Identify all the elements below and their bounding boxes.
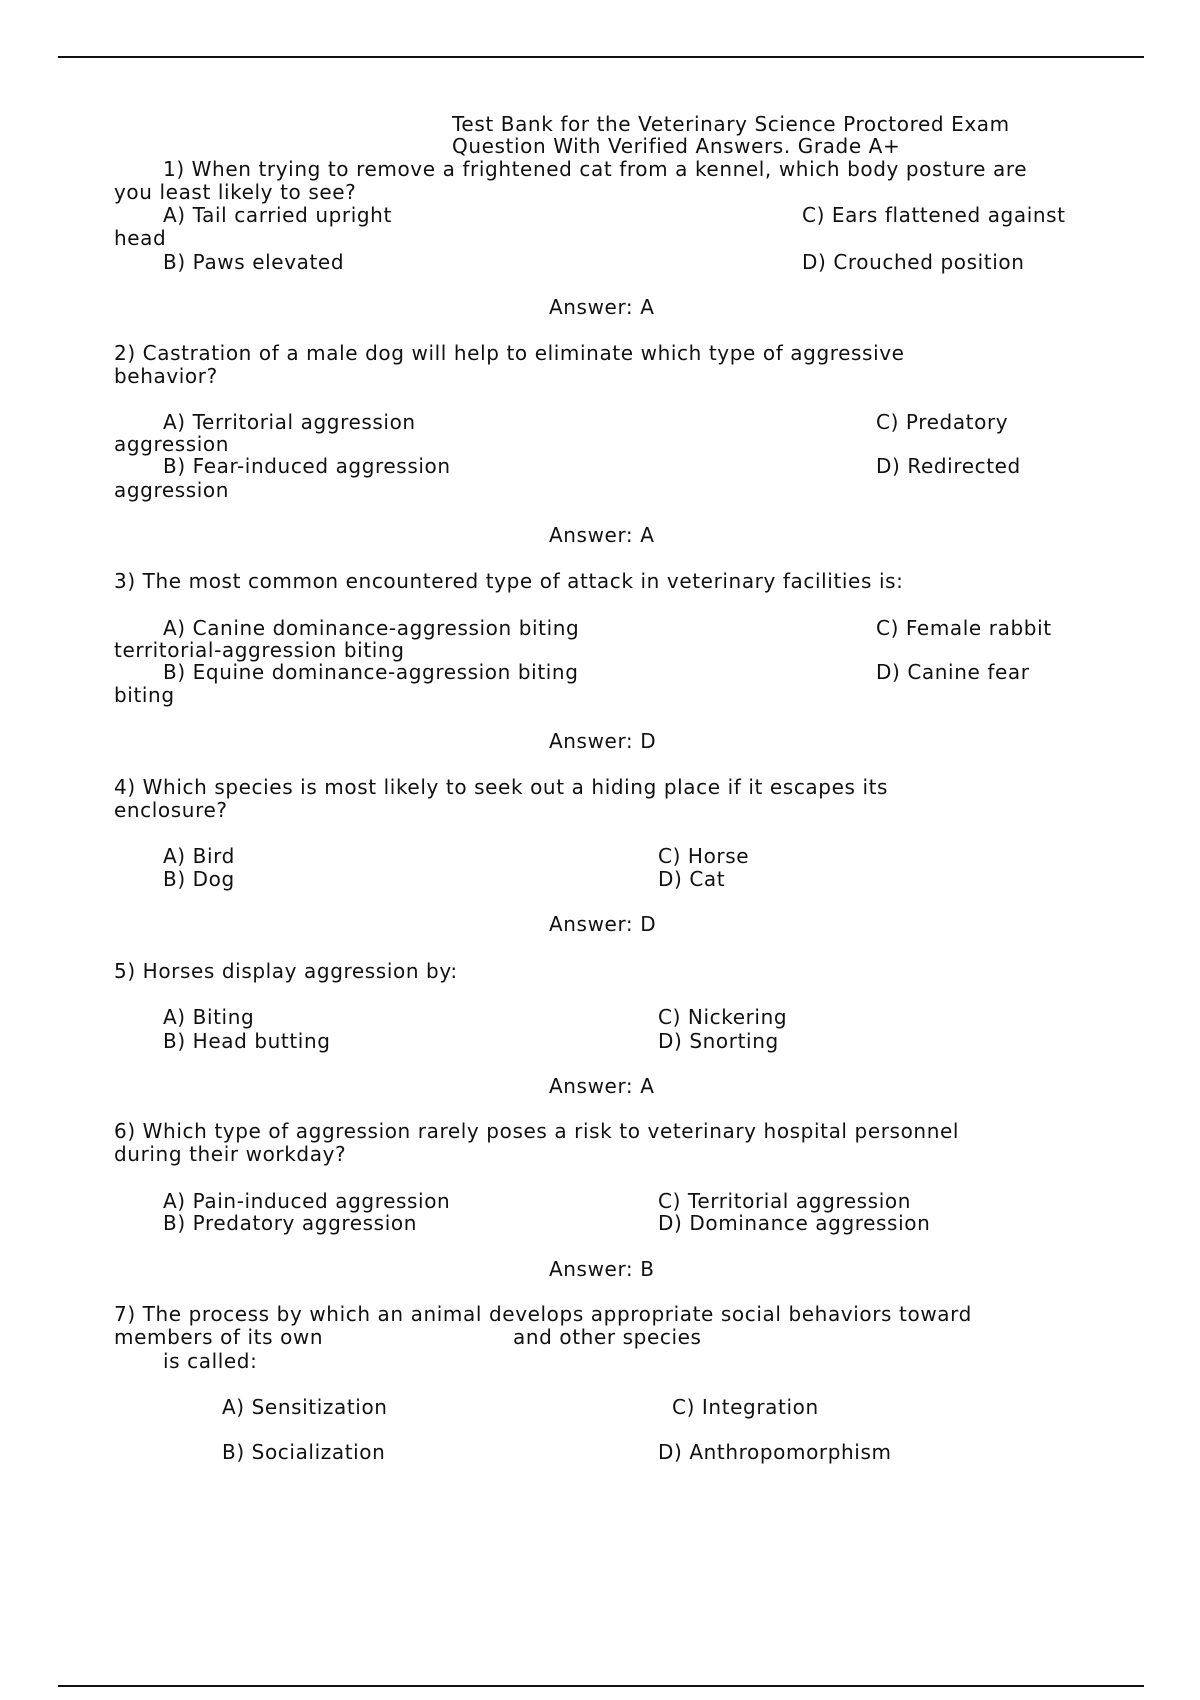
question-6-answer: Answer: B xyxy=(549,1257,655,1281)
question-3-option-b-cont: biting xyxy=(114,683,175,707)
question-3-option-d: D) Canine fear xyxy=(876,660,1030,684)
question-5-option-c: C) Nickering xyxy=(658,1005,788,1029)
question-1-option-c-cont: head xyxy=(114,226,167,250)
question-7-stem-cont-c: is called: xyxy=(163,1349,258,1373)
question-1-stem-cont: you least likely to see? xyxy=(114,180,357,204)
top-rule xyxy=(58,56,1144,58)
question-3-option-a: A) Canine dominance-aggression biting xyxy=(163,616,580,640)
question-1-option-a: A) Tail carried upright xyxy=(163,203,392,227)
question-6-option-d: D) Dominance aggression xyxy=(658,1211,931,1235)
question-3-stem: 3) The most common encountered type of attack in veterinary facilities is: xyxy=(114,569,904,593)
question-6-option-b: B) Predatory aggression xyxy=(163,1211,417,1235)
question-2-stem-cont: behavior? xyxy=(114,364,218,388)
question-4-stem: 4) Which species is most likely to seek out a hiding place if it escapes its xyxy=(114,775,889,799)
question-4-option-a: A) Bird xyxy=(163,844,235,868)
question-3-option-a-cont: territorial-aggression biting xyxy=(114,638,405,662)
question-3-answer: Answer: D xyxy=(549,729,657,753)
question-2-option-d: D) Redirected xyxy=(876,454,1021,478)
question-2-stem: 2) Castration of a male dog will help to eliminate which type of aggressive xyxy=(114,341,905,365)
question-7-stem-cont-a: members of its own xyxy=(114,1325,324,1349)
question-4-stem-cont: enclosure? xyxy=(114,798,228,822)
question-7-option-d: D) Anthropomorphism xyxy=(658,1440,892,1464)
question-2-option-b: B) Fear-induced aggression xyxy=(163,454,451,478)
question-6-stem-cont: during their workday? xyxy=(114,1142,347,1166)
question-1-option-b: B) Paws elevated xyxy=(163,250,345,274)
question-4-answer: Answer: D xyxy=(549,912,657,936)
question-1-option-c: C) Ears flattened against xyxy=(802,203,1066,227)
question-2-option-b-cont: aggression xyxy=(114,478,230,502)
question-5-option-a: A) Biting xyxy=(163,1005,255,1029)
question-4-option-d: D) Cat xyxy=(658,867,726,891)
question-6-option-c: C) Territorial aggression xyxy=(658,1189,911,1213)
question-7-option-b: B) Socialization xyxy=(222,1440,386,1464)
question-5-option-b: B) Head butting xyxy=(163,1029,331,1053)
question-4-option-b: B) Dog xyxy=(163,867,235,891)
question-7-stem-cont-b: and other species xyxy=(513,1325,702,1349)
question-6-stem: 6) Which type of aggression rarely poses a risk to veterinary hospital personnel xyxy=(114,1119,960,1143)
question-5-stem: 5) Horses display aggression by: xyxy=(114,959,458,983)
question-2-option-c: C) Predatory xyxy=(876,410,1009,434)
question-7-option-c: C) Integration xyxy=(672,1395,819,1419)
title-line-2: Question With Verified Answers. Grade A+ xyxy=(452,134,901,158)
question-1-answer: Answer: A xyxy=(549,295,655,319)
question-3-option-b: B) Equine dominance-aggression biting xyxy=(163,660,579,684)
question-2-option-a: A) Territorial aggression xyxy=(163,410,416,434)
question-6-option-a: A) Pain-induced aggression xyxy=(163,1189,451,1213)
question-3-option-c: C) Female rabbit xyxy=(876,616,1052,640)
question-1-option-d: D) Crouched position xyxy=(802,250,1025,274)
question-7-option-a: A) Sensitization xyxy=(222,1395,388,1419)
question-5-answer: Answer: A xyxy=(549,1074,655,1098)
question-4-option-c: C) Horse xyxy=(658,844,750,868)
question-5-option-d: D) Snorting xyxy=(658,1029,779,1053)
question-2-answer: Answer: A xyxy=(549,523,655,547)
bottom-rule xyxy=(58,1685,1144,1687)
question-1-stem: 1) When trying to remove a frightened cat from a kennel, which body posture are xyxy=(163,157,1028,181)
title-line-1: Test Bank for the Veterinary Science Proctored Exam xyxy=(452,112,1010,136)
question-7-stem: 7) The process by which an animal develops appropriate social behaviors toward xyxy=(114,1302,972,1326)
question-2-option-a-cont: aggression xyxy=(114,432,230,456)
